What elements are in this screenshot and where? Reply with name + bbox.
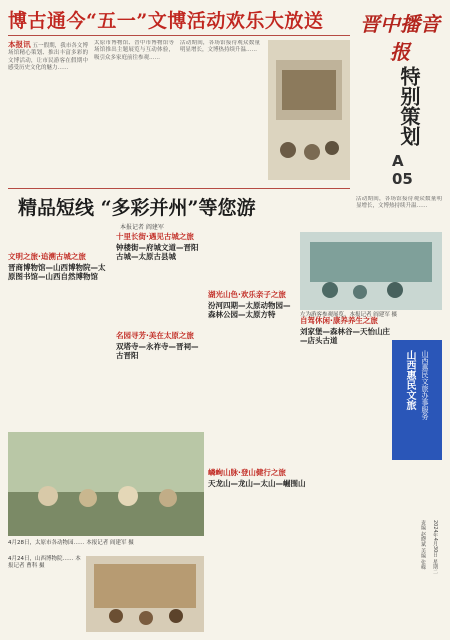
page-headline: 博古通今“五一”文博活动欢乐大放送	[8, 10, 324, 32]
section-headline: 精品短线 “多彩并州”等您游	[18, 197, 256, 219]
article-column	[180, 40, 260, 180]
route-label: 自驾休闲·康养养生之旅	[300, 316, 378, 325]
route-title: 刘家堡—森林谷—天怡山庄—店头古道	[300, 327, 390, 345]
route-column	[300, 316, 392, 436]
article-byline: 本报讯	[8, 40, 31, 49]
route-title: 晋商博物馆—山西博物院—太原图书馆—山西自然博物馆	[8, 263, 106, 281]
photo-caption: 4月28日，太原市各动物园…… 本报记者 阎建军 摄	[8, 540, 134, 546]
section-byline: 本报记者 阎建军	[120, 224, 164, 231]
ad-body: 山西惠民文旅办事服务	[421, 350, 429, 420]
article-body: 活动期间，各场馆接待观众数量明显增长，文博热持续升温……	[356, 196, 442, 210]
section-rule	[8, 188, 350, 189]
photo-caption: 4月24日，山西博物院…… 本报记者 曹科 摄	[8, 556, 81, 569]
article-column	[8, 40, 88, 180]
exhibit-photo	[300, 232, 442, 310]
bottom-photo	[86, 556, 204, 632]
article-body: 活动期间，各场馆接待观众数量明显增长，文博热持续升温……	[180, 40, 260, 54]
route-title: 钟楼街—府城文道—晋阳古城—太原古县城	[116, 243, 199, 261]
route-title: 汾河四期—太原动物园—森林公园—太原方特	[208, 301, 291, 319]
photo-caption: 左为游客参观展览。本报记者 阎建军 摄	[300, 312, 397, 318]
museum-photo	[268, 40, 350, 180]
route-column	[208, 232, 296, 482]
route-label: 湖光山色·欢乐亲子之旅	[208, 290, 286, 299]
ad-title: 山西惠民文旅	[404, 350, 415, 410]
route-label: 十里长街·遇见古城之旅	[116, 232, 194, 241]
headline-rule	[8, 35, 350, 36]
route-title: 天龙山—龙山—太山—崛围山	[208, 479, 306, 488]
service-ad	[392, 340, 442, 460]
route-label: 文明之旅·追溯古城之旅	[8, 252, 86, 261]
route-label: 名园寻芳·美在太原之旅	[116, 331, 194, 340]
footer-editor: 责编 赵晓斌 美编 张嵘	[420, 520, 426, 570]
page-letter: A	[392, 152, 404, 170]
article-column	[94, 40, 174, 180]
main-photo	[8, 432, 204, 536]
route-title: 双塔寺—永祚寺—晋祠—古晋阳	[116, 342, 199, 360]
route-column	[208, 468, 328, 528]
section-title: 特别策划	[397, 66, 421, 146]
newspaper-logo: 晋中播音报	[360, 12, 440, 64]
route-label: 嶙峋山脉·登山健行之旅	[208, 468, 286, 477]
article-body: 五一假期，我市各文博场馆精心策划、推出丰富多彩的文博活动，让市民游客在假期中感受历史文化的魅力……	[8, 43, 88, 72]
article-body: 太原市博物馆、晋中市博物馆等场馆推出主题展览与互动体验，吸引众多家庭前往参观……	[94, 40, 174, 61]
route-column	[8, 252, 112, 452]
footer-date: 2024年4月30日 星期二	[432, 520, 438, 574]
page-number: 05	[392, 170, 413, 188]
